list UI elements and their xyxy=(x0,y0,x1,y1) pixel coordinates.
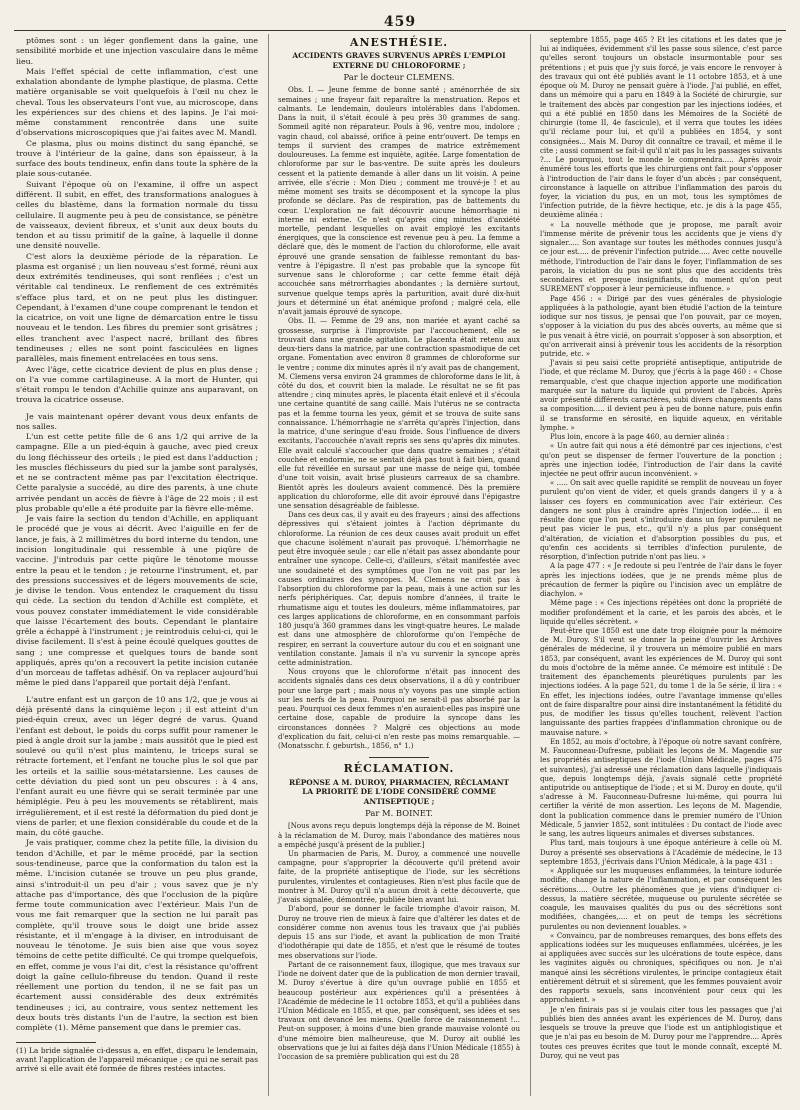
section-title-reclamation: RÉCLAMATION. xyxy=(343,762,455,776)
right-column xyxy=(540,36,782,1061)
paragraph: Je vais maintenant opérer devant vous deux enfants de nos salles. xyxy=(16,411,258,431)
paragraph: Peut-être que 1850 est une date trop éloignée pour la mémoire de M. Duroy. S'il veut se donner la peine d'ouvrir les Archives générales de médecine, il y trouvera un mémoire publié en mars 1853, par conséquent, avant les expériences de M. Duroy qui sont du mois d'octobre de la même année. Ce mémoire est intitulé : De traitement des épanchements pleurétiques purulents par les injections iodées. A la page 521, du tome 1 de la 5e série, il lira : « En effet, les injections iodées, outre l'avantage immense qu'elles ont de faire disparaître pour ainsi dire instantanément la fétidité du pus, de modifier les tissus qu'elles touchent, relèvent l'action languissante des parties frappées d'inflammation chronique ou de mauvaise nature. » xyxy=(540,627,782,737)
left-column xyxy=(16,36,258,1073)
paragraph: « La nouvelle méthode que je propose, me paraît avoir l'immense mérite de prévenir tous les accidents que je viens d'y signaler..... Son avantage sur toutes les méthodes connues jusqu'à ce jour est..... de prévenir l'infection putride..... Avec cette nouvelle méthode, l'introduction de l'air dans le foyer, l'inflammation de ses parois, la viciation du pus ne sont plus que des accidents très secondaires et presque insignifiants, du moment qu'on peut SUREMENT s'opposer à leur pernicieuse influence. » xyxy=(540,220,782,294)
paragraph: Avec l'âge, cette cicatrice devient de plus en plus dense ; on l'a vue comme cartilagineuse. A la mort de Hunter, qui s'était rompu le tendon d'Achille quinze ans auparavant, on trouva la cicatrice osseuse. xyxy=(16,364,258,405)
paragraph: C'est alors la deuxième période de la réparation. Le plasma est organisé ; un lien nouveau s'est formé, réuni aux deux extrémités tendineuses, qui sont renflées ; c'est un véritable cal tendineux. Le renflement de ces extrémités s'efface plus tard, et on ne peut plus les distinguer. Cependant, à l'examen d'une coupe comprenant le tendon et la cicatrice, on voit une ligne de démarcation entre le tissu nouveau et le tendon. Les fibres du premier sont grisâtres ; elles tranchent avec l'aspect nacré, brillant des fibres tendineuses ; elles ne sont point fasciculées en lignes parallèles, mais finement entrelacées en tous sens. xyxy=(16,251,258,364)
paragraph: En 1852, au mois d'octobre, à l'époque où notre savant confrère, M. Fauconneau-Dufresne, publiait les leçons de M. Magendie sur les propriétés antiseptiques de l'iode (Union Médicale, pages 475 et suivantes), j'ai adressé une réclamation dans laquelle j'indiquais que, depuis longtemps déjà, j'avais signalé cette propriété antiputride ou antiseptique de l'iode ; et si M. Duroy en doute, qu'il s'adresse à M. Fauconneau-Dufresne lui-même, qui pourra lui certifier la vérité de mon assertion. Les leçons de M. Magendie, dont la publication commence dans le premier numéro de l'Union Médicale, 5 janvier 1852, sont intitulées : Du contact de l'iode avec le sang, les autres liqueurs animales et diverses substances. xyxy=(540,737,782,839)
paragraph: Je n'en finirais pas si je voulais citer tous les passages que j'ai publiés bien des années avant les expériences de M. Duroy, dans lesquels se trouve la preuve que l'iode est un antiphlogistique et que je n'ai pas eu besoin de M. Duroy pour me l'apprendre.... Après toutes ces preuves écrites que tout le monde connaît, excepté M. Duroy, qui ne veut pas xyxy=(540,1005,782,1060)
paragraph: « Appliquée sur les muqueuses enflammées, la teinture iodurée modifie, change la nature de l'inflammation, et par conséquent les sécrétions..... Outre les phénomènes que je viens d'indiquer ci-dessus, la matière sécrétée, muqueuse ou purulente sécrétée se coagule, les mauvaises qualités du pus ou des sécrétions sont modifiées, changées,.... et on peut de temps les sécrétions purulentes ou non deviennent louables. » xyxy=(540,867,782,931)
paragraph: D'abord, pour se donner le facile triomphe d'avoir raison, M. Duroy ne trouve rien de mieux à faire que d'altérer les dates et de considérer comme non avenus tous les travaux que j'ai publiés depuis 15 ans sur l'iode, et avant la publication de mon Traité d'iodothérapie qui date de 1855, et n'est que le résumé de toutes mes observations sur l'iode. xyxy=(278,905,520,960)
paragraph: Nous croyons que le chloroforme n'était pas innocent des accidents signalés dans ces deux observations, il a dû y contribuer pour une large part ; mais nous n'y voyons pas une simple action sur les nerfs de la peau. Pourquoi ne serait-il pas absorbé par la peau. Pourquoi ces deux femmes n'en auraient-elles pas inspiré une certaine dose, capable de produire la syncope dans les circonstances données ? Malgré ces objections au mode d'explication du fait, celui-ci n'en reste pas moins remarquable. — (Monatsschr. f. geburtsh., 1856, n° 1.) xyxy=(278,668,520,751)
paragraph: Obs. I. — Jeune femme de bonne santé ; aménorrhée de six semaines ; une frayeur fait reparaître la menstruation. Repos et calmants. Le lendemain, douleurs intolérables dans l'abdomen. Dans la nuit, il s'était écoulé à peu près 30 grammes de sang. Sommeil agité non réparateur. Pouls à 96, ventre mou, indolore ; vagin chaud, col abaissé, orifice à peine entr'ouvert. De temps en temps il survient des crampes de matrice extrêmement douloureuses. La femme est inquiète, agitée. Large fomentation de chloroforme par sur le bas-ventre. De suite après les douleurs cessent et la patiente demande à aller dans un lit voisin. A peine arrivée, elle s'écrie : Mon Dieu ; comment me trouvé-je ! et au même moment ses traits se décomposent et la syncope la plus profonde se déclare. Pas de respiration, pas de battements du cœur. L'exploration ne fait découvrir aucune hémorrhagie ni interne ni externe. Ce n'est qu'après cinq minutes d'anxiété mortelle, pendant lesquelles on avait employé les excitants énergiques, que la conscience est revenue peu à peu. La femme a déclaré que, dès le moment de l'action du chloroforme, elle avait éprouvé une grande sensation de faiblesse remontant du bas-ventre à l'épigastre. Il n'est pas probable que la syncope fût survenue sans le chloroforme ; car cette femme était déjà accouchée sans métrorrhagies abondantes ; la dernière surtout, survenue quelque temps après la parturition, avait duré dix-huit jours et déterminé un état anémique profond ; malgré cela, elle n'avait jamais éprouvé de syncope. xyxy=(278,86,520,317)
header-rule xyxy=(14,30,786,31)
article-author: Par M. BOINET. xyxy=(365,808,433,819)
column-divider-right xyxy=(530,34,531,1096)
paragraph: Un pharmacien de Paris, M. Duroy, a commencé une nouvelle campagne, pour s'approprier la découverte qu'il prétend avoir faite, de la propriété antiseptique de l'iode, sur les sécrétions purulentes, virulentes et contagieuses. Rien n'est plus facile que de montrer à M. Duroy qu'il n'a aucun droit à cette découverte, que j'avais signalée, démontrée, publiée bien avant lui. xyxy=(278,850,520,905)
paragraph: Obs. II. — Femme de 29 ans, non mariée et ayant caché sa grossesse, surprise à l'improviste par l'accouchement, elle se trouvait dans une grande agitation. Le placenta était retenu aux deux-tiers dans la matrice, par une contraction spasmodique de cet organe. Fomentation avec environ 8 grammes de chloroforme sur le ventre ; comme dix minutes après il n'y avait pas de changement, M. Clemens versa environ 24 grammes de chloroforme dans le lit, à côté du dos, et couvrit bien la malade. Le résultat ne se fit pas attendre ; cinq minutes après, le placenta était enlevé et il s'écoula une certaine quantité de sang caillé. Mais l'utérus ne se contracta pas et la femme tourna les yeux, gémit et se trouva de suite sans connaissance. L'hémorrhagie ne s'arrêta qu'après l'injection, dans la matrice, d'une seringue d'eau froide. Sous l'influence de divers excitants, l'accouchée n'avait repris ses sens qu'après dix minutes. Elle avait calculé s'accoucher que dans quatre semaines ; s'était couchée et endormie, ne se sentait déjà pas tout à fait bien, quand elle fut réveillée en sursaut par une masse de neige qui, tombée d'une toit voisin, avait brisé plusieurs carreaux de sa chambre. Bientôt après les douleurs avaient commencé. Dès la première application du chloroforme, elle dit avoir éprouvé dans l'épigastre une sensation désagréable de faiblesse. xyxy=(278,317,520,511)
section-title-anesthesie: ANESTHÉSIE. xyxy=(349,36,449,49)
paragraph: Ce plasma, plus ou moins distinct du sang épanché, se trouve à l'intérieur de la gaîne, dans son épaisseur, à la surface des bouts tendineux, enfin dans toute la sphère de la plaie sous-cutanée. xyxy=(16,138,258,179)
footnote-rule xyxy=(16,1042,96,1043)
paragraph: A la page 477 : « Je redoute si peu l'entrée de l'air dans le foyer après les injections iodées, que je ne prends même plus de précaution de fermer la piqûre ou l'incision avec un emplâtre de diachylon. » xyxy=(540,562,782,599)
paragraph: L'un est cette petite fille de 6 ans 1/2 qui arrive de la campagne. Elle a un pied-équin à gauche, avec pied creux du long fléchisseur des orteils ; le pied est dans l'adduction ; les muscles fléchisseurs du pied sur la jambe sont paralysés, et ne se contractent même pas par l'excitation électrique. Cette paralysie a succédé, au dire des parents, à une chute arrivée pendant un accès de fièvre à l'âge de 22 mois ; il est plus probable qu'elle a été produite par la fièvre elle-même. xyxy=(16,432,258,513)
article-title: ACCIDENTS GRAVES SURVENUS APRÈS L'EMPLOI EXTERNE DU CHLOROFORME ; xyxy=(292,51,506,70)
paragraph: « ..... On sait avec quelle rapidité se remplit de nouveau un foyer purulent qu'on vient de vider, et quels grands dangers il y a à laisser ces foyers en communication avec l'air extérieur. Ces dangers ne sont plus à craindre après l'injection iodée.... il en résulte donc que l'on peut s'introduire dans un foyer purulent ne peut pas vicier le pus, etc., qu'il n'y a plus par conséquent d'altération, de viciation et d'absorption possibles du pus, et qu'enfin ces accidents si terribles d'infection purulente, de résorption, d'infection putride n'ont pas lieu. » xyxy=(540,479,782,562)
column-divider-left xyxy=(268,34,269,1096)
page-number: 459 xyxy=(383,14,417,30)
paragraph: Suivant l'époque où on l'examine, il offre un aspect différent. Il subit, en effet, des transformations analogues à celles du blastème, dans la formation normale du tissu cellulaire. Il augmente peu à peu de consistance, se pénètre de vaisseaux, devient fibreux, et s'unit aux deux bouts du tendon et au tissu primitif de la gaîne, à laquelle il donne une densité nouvelle. xyxy=(16,179,258,251)
paragraph: J'avais si peu saisi cette propriété antiseptique, antiputride de l'iode, et que réclame M. Duroy, que j'écris à la page 460 : « Chose remarquable, c'est que chaque injection apporte une modification marquée sur la nature du liquide qui provient de l'abcès. Après avoir présenté différents caractères, subi divers changements dans sa composition..... il devient peu à peu de bonne nature, puis enfin il se transforme en sérosité, en liquide aqueux, en véritable lymphe. » xyxy=(540,359,782,432)
paragraph: septembre 1855, page 465 ? Et les citations et les dates que je lui ai indiquées, évidemment s'il les passe sous silence, c'est parce qu'elles seront toujours un obstacle insurmontable pour ses prétentions ; et puis que j'y suis forcé, je vais encore le renvoyer à des travaux qui ont été publiés avant le 11 octobre 1853, et à une époque où M. Duroy ne pensait guère à l'iode. J'ai publié, en effet, dans un mémoire qui a paru en 1849 à la Société de chirurgie, sur le traitement des abcès par congestion par les injections iodées, et qui a été publié en 1850 dans les Mémoires de la Société de chirurgie (tome II, 4e fascicule), et il verra que toutes les idées qu'il réclame pour lui, et qu'il a publiées en 1854, y sont consignées... Mais M. Duroy dit connaître ce travail, et même il le cite ; aussi comment se fait-il qu'il n'ait pas lu les passages suivants ?... Le pourquoi, tout le monde le comprendra..... Après avoir énuméré tous les efforts que les chirurgiens ont fait pour s'opposer à l'introduction de l'air dans le foyer d'un abcès ; par conséquent, circonstance à laquelle on attribue l'inflammation des parois du foyer, la viciation du pus, en un mot, tous les symptômes de l'infection putride, de la fièvre hectique, etc. je dis à la page 455, deuxième alinéa : xyxy=(540,36,782,220)
article-title: RÉPONSE A M. DUROY, PHARMACIEN, RÉCLAMANT LA PRIORITÉ DE L'IODE CONSIDÉRÉ COMME ANTISEPTIQUE ; xyxy=(288,777,510,806)
paragraph: Dans ces deux cas, il y avait eu des frayeurs ; ainsi des affections dépressives qui s'étaient jointes à l'action déprimante du chloroforme. La réunion de ces deux causes avait produit un effet que chacune isolément n'aurait pas provoqué. L'hémorrhagie ne peut être invoquée seule ; car elle n'était pas assez abondante pour entraîner une syncope. Celle-ci, d'ailleurs, s'était manifestée avec une soudaineté et des symptômes que l'on ne voit pas par les causes ordinaires des syncopes. M. Clemens ne croit pas à l'absorption du chloroforme par la peau, mais à une action sur les nerfs périphériques. Car, depuis nombre d'années, il traite le rhumatisme aigu et toutes les douleurs, même inflammatoires, par ces larges applications de chloroforme, en en consommant parfois 180 jusqu'à 360 grammes dans les vingt-quatre heures. Le malade est dans une atmosphère de chloroforme qu'on l'empêche de respirer, en serrant la couverture autour du cou et en soignant une ventilation constante. Jamais il n'a vu survenir la syncope après cette administration. xyxy=(278,511,520,667)
paragraph: Mais l'effet spécial de cette inflammation, c'est une exhalation abondante de lymphe plastique, de plasma. Cette matière organisable se voit quelquefois à l'œil nu chez le cheval. Tous les observateurs l'ont vue, au microscope, dans les expériences sur des chiens et des lapins. Je l'ai moi-même constamment rencontrée dans une suite d'observations microscopiques que j'ai faites avec M. Mandl. xyxy=(16,66,258,138)
paragraph: « Convaincu, par de nombreuses remarques, des bons effets des applications iodées sur les muqueuses enflammées, ulcérées, je les ai appliquées avec succès sur les ulcérations de toute espèce, dans les vaginites aiguës ou chroniques, spécifiques ou non. Je n'ai manqué ainsi les sécrétions virulentes, le principe contagieux était entièrement détruit et si sûrement, que les femmes pouvaient avoir des rapports sexuels, sans inconvénient pour ceux qui les approchaient. » xyxy=(540,931,782,1005)
paragraph: Je vais pratiquer, comme chez la petite fille, la division du tendon d'Achille, et par le même procédé, par la section sous-tendineuse, parce que la conformation du talon est la même. L'incision cutanée se trouve un peu plus grande, ainsi s'introduit-il un peu d'air ; vous savez que je n'y attache pas d'importance, dès que l'occlusion de la piqûre ferme toute communication avec l'extérieur. Mais l'un de vous me fait remarquer que la section ne lui paraît pas complète, qu'il trouve sous le doigt une bride assez résistante, et il m'engage à la diviser, en introduisant de nouveau le ténotome. Je suis bien aise que vous soyez témoins de cette petite difficulté. Ce qui trompe quelquefois, en effet, comme je vous l'ai dit, c'est la résistance qu'offrent doigt la gaîne cellulo-fibreuse du tendon. Quand il reste réellement une portion du tendon, il ne se fait pas un écartement aussi considérable des deux extrémités tendineuses ; ici, au contraire, vous sentez nettement les deux bouts très distants l'un de l'autre, la section est bien complète (1). Même pansement que dans le premier cas. xyxy=(16,838,258,1033)
article-author: Par le docteur CLEMENS. xyxy=(343,72,455,83)
paragraph: ptômes sont : un léger gonflement dans la gaîne, une sensibilité morbide et une injection vasculaire dans le même lieu. xyxy=(16,36,258,66)
middle-column xyxy=(278,36,520,1062)
section-separator xyxy=(369,757,429,758)
paragraph: Plus tard, mais toujours à une époque antérieure à celle où M. Duroy a présenté ses observations à l'Académie de médecine, le 13 septembre 1853, j'écrivais dans l'Union Médicale, à la page 431 : xyxy=(540,839,782,866)
paragraph: Même page : « Ces injections répétées ont donc la propriété de modifier profondément et la carie, et les parois des abcès, et le liquide qu'elles sécrètent. » xyxy=(540,599,782,626)
paragraph: Plus loin, encore à la page 460, au dernier alinéa : xyxy=(550,433,730,442)
paragraph: Partant de ce raisonnement faux, illogique, que mes travaux sur l'iode ne doivent dater que de la publication de mon dernier travail, M. Duroy s'évertue à dire qu'un ouvrage publié en 1855 et beaucoup postérieur aux expériences qu'il a présentées à l'Académie de médecine le 11 octobre 1853, et qu'il a publiées dans l'Union Médicale en 1855, et que, par conséquent, ses idées et ses travaux ont devancé les miens. Quelle force de raisonnement !... Peut-on supposer, à moins d'une bien grande mauvaise volonté ou d'une mémoire bien malheureuse, que M. Duroy ait oublié les observations que je lui ai faites déjà dans l'Union Médicale (1855) à l'occasion de sa première publication qui est du 28 xyxy=(278,960,520,1062)
footnote: (1) La bride signalée ci-dessus a, en effet, disparu le lendemain, avant l'application de l'appareil mécanique ; ce qui ne serait pas arrivé si elle avait été formée de fibres restées intactes. xyxy=(16,1045,258,1073)
paragraph: [Nous avons reçu depuis longtemps déjà la réponse de M. Boinet à la réclamation de M. Duroy, mais l'abondance des matières nous a empêché jusqu'à présent de la publier.] xyxy=(278,822,520,849)
paragraph: Page 456 : « Dirigé par des vues générales de physiologie appliquées à la pathologie, ayant bien étudié l'action de la teinture iodique sur nos tissus, je pensai que l'on pouvait, par ce moyen, s'opposer à la viciation du pus des abcès ouverts, au même que si le pus venait à être vicié, on pourrait s'opposer à son absorption, et qu'on arriverait ainsi à prévenir tous les accidents de la résorption putride, etc. » xyxy=(540,294,782,358)
paragraph: L'autre enfant est un garçon de 10 ans 1/2, que je vous ai déjà présenté dans la cinquième leçon ; il est atteint d'un pied-équin creux, avec un léger degré de varus. Quand l'enfant est debout, le poids du corps suffit pour ramener le pied à angle droit sur la jambe ; mais aussitôt que le pied est soulevé ou qu'il n'est plus maintenu, le triceps sural se rétracte fortement, et l'enfant ne touche plus le sol que par les orteils et la saillie sous-métatarsienne. Les causes de cette déviation du pied sont un peu obscures : à 4 ans, l'enfant aurait eu une fièvre qui se serait terminée par une hémiplégie. Peu à peu les mouvements se rétablirent, mais irrégulièrement, et il est resté la déformation du pied dont je viens de parler, et une flexion considérable du coude et de la main, du côté gauche. xyxy=(16,694,258,838)
paragraph: Je vais faire la section du tendon d'Achille, en appliquant le procédé que je vous ai décrit. Avec l'aiguille en fer de lance, je fais, à 2 millimètres du bord interne du tendon, une incision longitudinale qui ressemble à une piqûre de vaccine. J'introduis par cette piqûre le ténotome mousse entre la peau et le tendon ; je retourne l'instrument, et, par des pressions successives et de légers mouvements de scie, je divise le tendon. Vous entendez le craquement du tissu qui cède. La section du tendon d'Achille est complète, et vous pouvez constater immédiatement le vide considérable que laisse l'écartement des bouts. Cependant le plantaire grêle a échappé à l'instrument ; je reintroduis celui-ci, qui le divise facilement. Il s'est à peine écoulé quelques gouttes de sang ; une compresse et quelques tours de bande sont appliqués, après qu'on a recouvert la petite incision cutanée d'un morceau de taffetas adhésif. On va replacer aujourd'hui même le pied dans l'appareil que portait déjà l'enfant. xyxy=(16,514,258,688)
paragraph: « Un autre fait qui nous a été démontré par ces injections, c'est qu'on peut se dispenser de fermer l'ouverture de la ponction ; après une injection iodée, l'introduction de l'air dans la cavité injectée ne peut offrir aucun inconvénient. » xyxy=(540,442,782,479)
